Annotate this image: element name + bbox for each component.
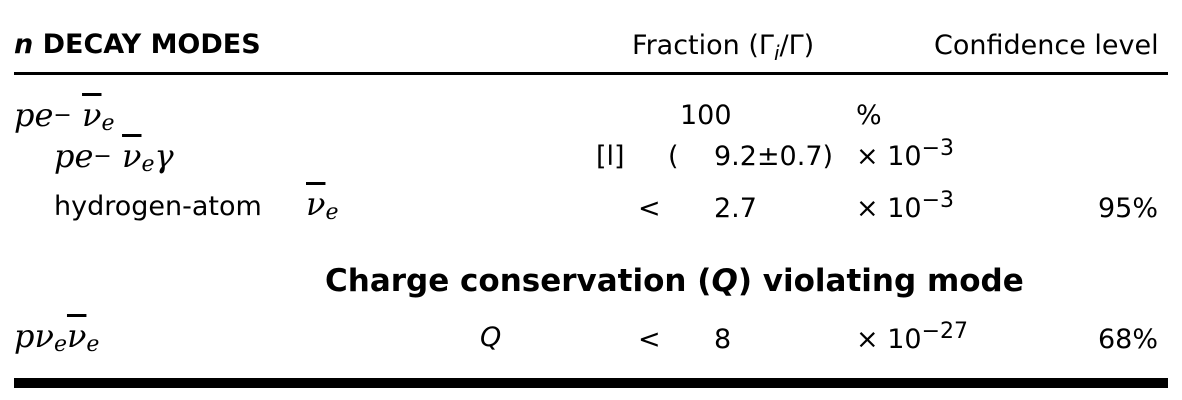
title-text: DECAY MODES [33, 29, 261, 60]
section-after: ) violating mode [737, 263, 1024, 299]
r2-p: p [54, 137, 75, 175]
r4-sub1: e [53, 332, 67, 357]
mode-row-2-particles [54, 137, 174, 177]
section-before: Charge conservation ( [325, 263, 712, 299]
r2-exp: −3 [921, 136, 955, 161]
mode-row-2-note [596, 143, 625, 170]
mode-row-3-limit: < [638, 193, 661, 224]
title-particle: n [14, 29, 34, 60]
mode-row-2-power [856, 136, 955, 172]
r3-sub: e [325, 200, 339, 225]
mode-row-4-power [856, 319, 969, 355]
r4-sub2: e [86, 332, 100, 357]
r4-nubar: $\overline{\nu}$ [66, 317, 87, 355]
mode-row-4-particles [14, 317, 100, 357]
r1-sup: − [53, 103, 72, 128]
mode-row-2-open-paren: ( [668, 141, 679, 172]
mode-row-3-value: 2.7 [714, 193, 757, 224]
fraction-header-label: Fraction (Γ [632, 30, 774, 61]
mode-row-2-value: 9.2±0.7) [714, 141, 834, 172]
r1-p: p [14, 96, 35, 134]
r2-note-text: [l] [596, 141, 625, 172]
fraction-header-end: /Γ) [779, 30, 815, 61]
mode-row-4-note: Q [480, 322, 502, 353]
section-q: Q [711, 263, 738, 299]
mode-row-4-limit: < [638, 324, 661, 355]
r2-times: × [856, 141, 879, 172]
fraction-header [632, 30, 815, 65]
r2-e: e [74, 137, 94, 175]
r3-base: 10 [887, 193, 922, 224]
r2-sup: − [93, 144, 112, 169]
r3-exp: −3 [921, 188, 955, 213]
mode-row-1-unit: % [856, 100, 882, 131]
r2-sub: e [141, 152, 155, 177]
r2-gamma: γ [154, 137, 174, 175]
r3-nubar: $\overline{\nu}$ [306, 185, 326, 223]
r3-times: × [856, 193, 879, 224]
mode-row-4-value: 8 [714, 324, 732, 355]
section-heading [325, 263, 1024, 299]
r4-p: p [14, 317, 35, 355]
mode-row-3-label: hydrogen-atom [54, 191, 262, 222]
header-rule [14, 72, 1168, 75]
mode-row-3-cl: 95% [1098, 193, 1159, 224]
confidence-header: Confidence level [934, 30, 1159, 61]
fraction-header-sub: i [773, 41, 780, 65]
mode-row-1-value: 100 [680, 100, 732, 131]
r2-base: 10 [887, 141, 922, 172]
r4-nu: ν [34, 317, 54, 355]
r4-times: × [856, 324, 879, 355]
r4-exp: −27 [921, 319, 969, 344]
mode-row-3-power [856, 188, 955, 224]
bottom-rule [14, 378, 1168, 388]
table-title [14, 31, 261, 58]
mode-row-1-particles [14, 96, 115, 136]
r2-nubar: $\overline{\nu}$ [122, 137, 142, 175]
r1-nubar: $\overline{\nu}$ [82, 96, 102, 134]
r4-base: 10 [887, 324, 922, 355]
mode-row-3-particles [306, 185, 339, 225]
r1-sub: e [101, 111, 115, 136]
mode-row-4-cl: 68% [1098, 324, 1159, 355]
r1-e: e [34, 96, 54, 134]
